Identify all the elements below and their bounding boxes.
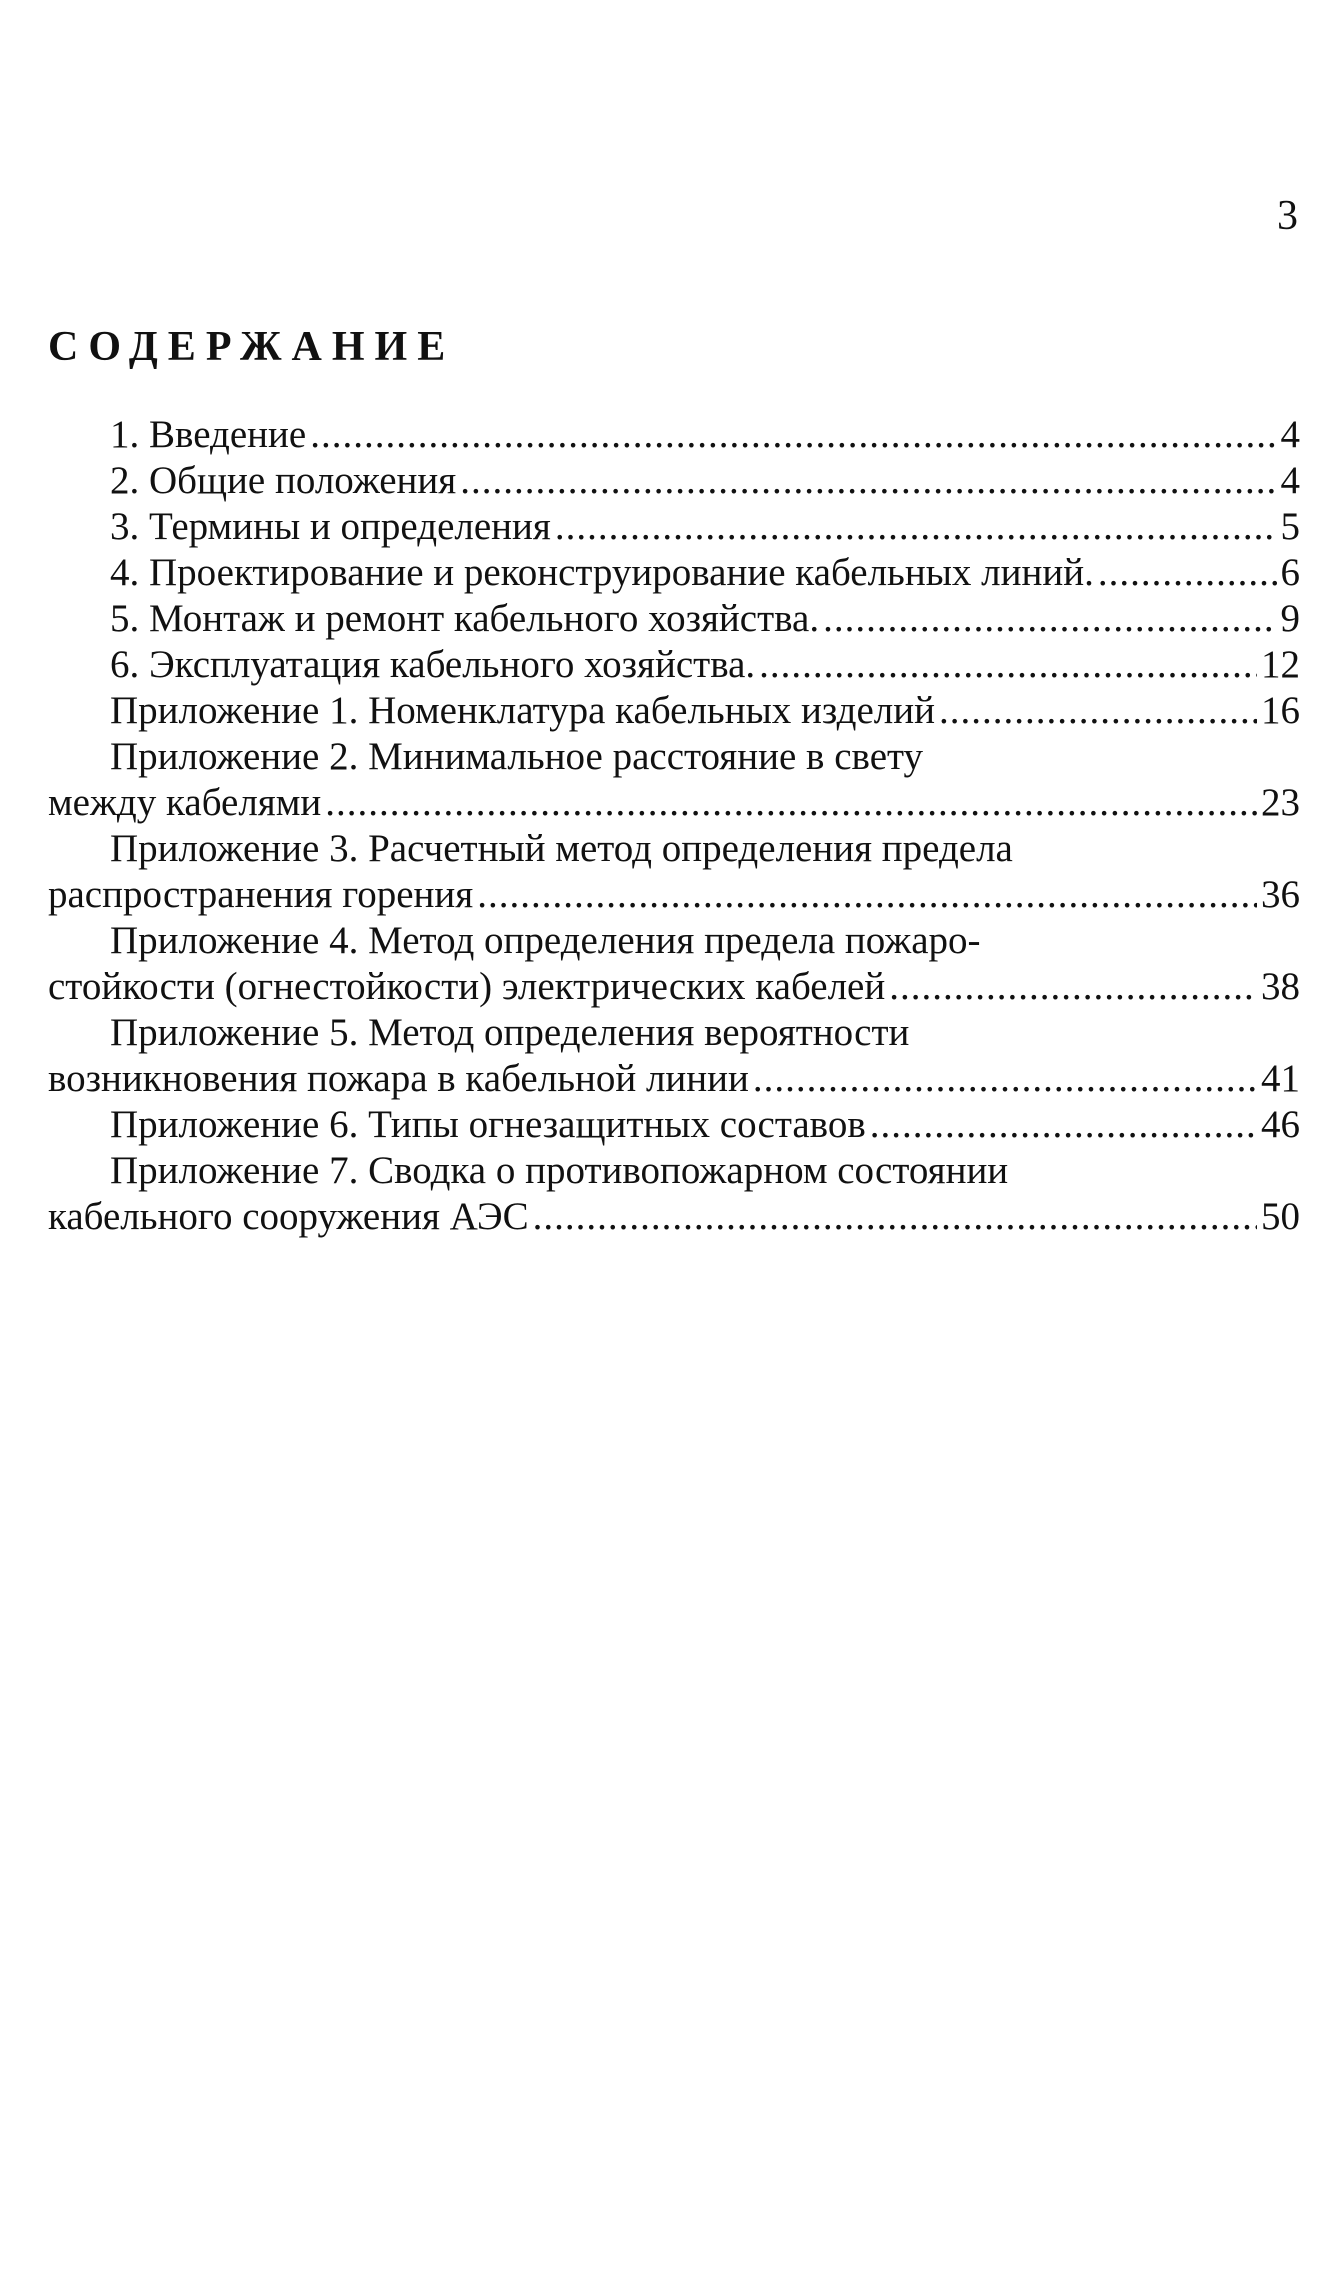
dot-leader	[460, 458, 1276, 504]
toc-entry-text: 6. Эксплуатация кабельного хозяйства.	[110, 643, 756, 686]
toc-entry-text-continued: возникновения пожара в кабельной линии	[48, 1057, 749, 1100]
dot-leader	[823, 596, 1276, 642]
toc-entry-appendix-5	[48, 1010, 1300, 1102]
toc-entry-page: 36	[1261, 873, 1300, 916]
toc-entry-text: 4. Проектирование и реконструирование кабельных линий.	[110, 551, 1094, 594]
dot-leader	[325, 780, 1257, 826]
toc-entry-text: Приложение 4. Метод определения предела пожаро-	[110, 919, 981, 962]
dot-leader	[533, 1194, 1257, 1240]
toc-entry-text: Приложение 3. Расчетный метод определения предела	[110, 827, 1013, 870]
toc-entry-appendix-1	[48, 688, 1300, 734]
toc-entry-appendix-6	[48, 1102, 1300, 1148]
dot-leader	[753, 1056, 1257, 1102]
toc-entry-appendix-3	[48, 826, 1300, 918]
toc-entry-page: 4	[1280, 459, 1300, 502]
toc-entry-text: Приложение 7. Сводка о противопожарном состоянии	[110, 1149, 1009, 1192]
toc-entry-text: 5. Монтаж и ремонт кабельного хозяйства.	[110, 597, 820, 640]
toc-entry-4	[48, 550, 1300, 596]
toc-entry-page: 23	[1261, 781, 1300, 824]
dot-leader	[310, 412, 1276, 458]
toc-entry-appendix-2	[48, 734, 1300, 826]
dot-leader	[477, 872, 1257, 918]
dot-leader	[870, 1102, 1257, 1148]
dot-leader	[889, 964, 1257, 1010]
toc-entry-page: 16	[1261, 689, 1300, 732]
toc-entry-3	[48, 504, 1300, 550]
toc-entry-page: 46	[1261, 1103, 1300, 1146]
toc-entry-page: 5	[1280, 505, 1300, 548]
dot-leader	[939, 688, 1257, 734]
dot-leader	[555, 504, 1277, 550]
toc-entry-appendix-7	[48, 1148, 1300, 1240]
toc-entry-page: 38	[1261, 965, 1300, 1008]
toc-entry-5	[48, 596, 1300, 642]
toc-entry-appendix-4	[48, 918, 1300, 1010]
toc-entry-text: Приложение 5. Метод определения вероятности	[110, 1011, 910, 1054]
toc-entry-text: 3. Термины и определения	[110, 505, 551, 548]
table-of-contents	[48, 412, 1300, 1240]
toc-entry-page: 12	[1261, 643, 1300, 686]
toc-entry-text: Приложение 1. Номенклатура кабельных изделий	[110, 689, 935, 732]
toc-entry-page: 50	[1261, 1195, 1300, 1238]
toc-entry-text: 1. Введение	[110, 413, 307, 456]
toc-entry-text: Приложение 6. Типы огнезащитных составов	[110, 1103, 866, 1146]
dot-leader	[1098, 550, 1277, 596]
toc-entry-page: 41	[1261, 1057, 1300, 1100]
toc-entry-page: 6	[1280, 551, 1300, 594]
dot-leader	[759, 642, 1257, 688]
toc-entry-page: 4	[1280, 413, 1300, 456]
toc-entry-text: 2. Общие положения	[110, 459, 457, 502]
toc-entry-1	[48, 412, 1300, 458]
toc-entry-text-continued: стойкости (огнестойкости) электрических кабелей	[48, 965, 886, 1008]
toc-entry-6	[48, 642, 1300, 688]
toc-entry-2	[48, 458, 1300, 504]
toc-entry-text: Приложение 2. Минимальное расстояние в свету	[110, 735, 924, 778]
page-number: 3	[1277, 193, 1298, 239]
toc-title: СОДЕРЖАНИЕ	[48, 324, 456, 370]
toc-entry-text-continued: распространения горения	[48, 873, 474, 916]
toc-entry-text-continued: между кабелями	[48, 781, 322, 824]
toc-entry-text-continued: кабельного сооружения АЭС	[48, 1195, 529, 1238]
toc-entry-page: 9	[1280, 597, 1300, 640]
